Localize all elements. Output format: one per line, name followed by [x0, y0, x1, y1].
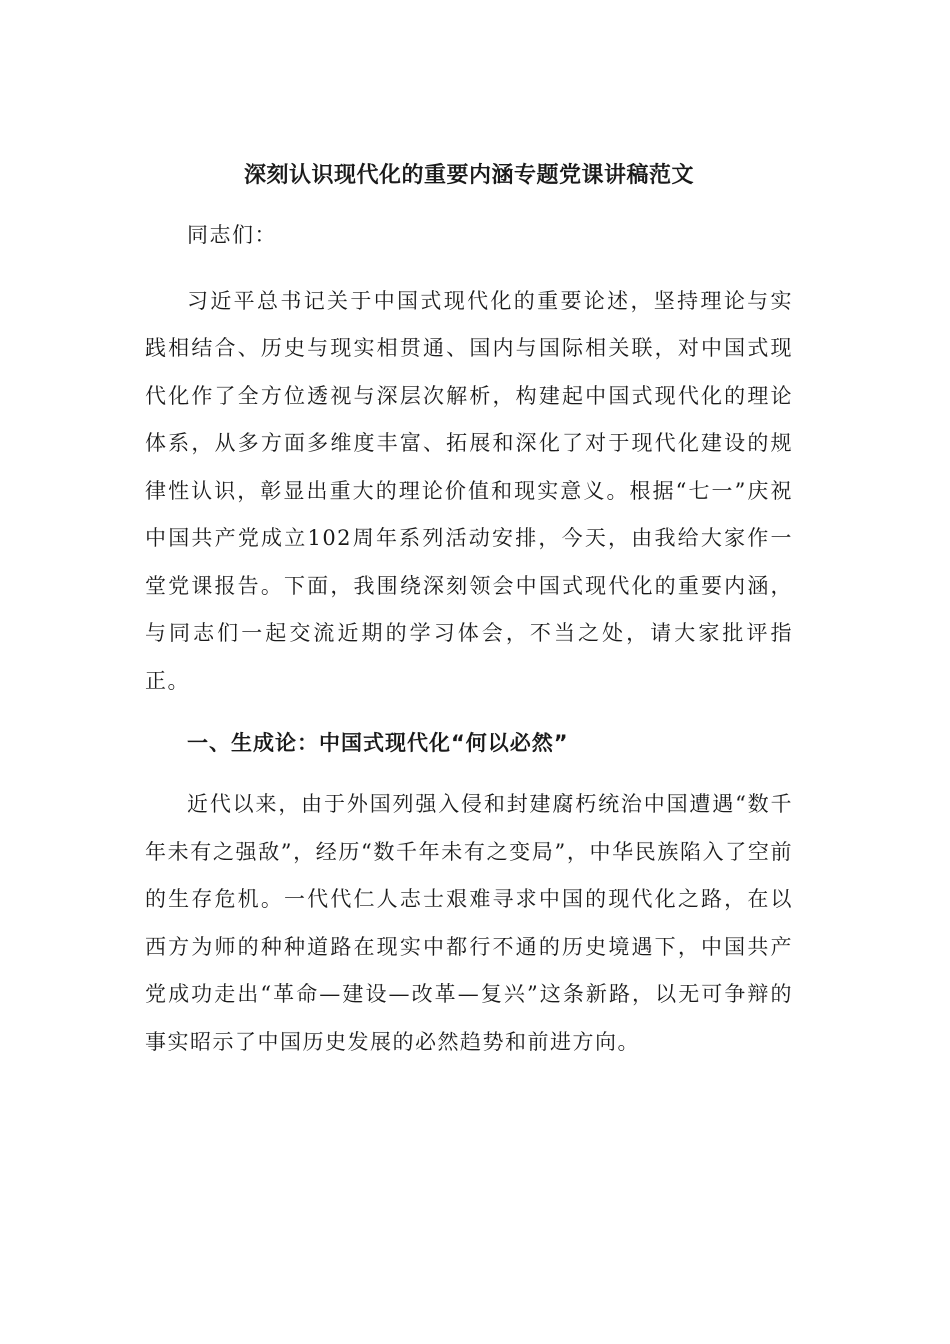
- intro-paragraph: 习近平总书记关于中国式现代化的重要论述，坚持理论与实践相结合、历史与现实相贯通、国内与国际相关联，对中国式现代化作了全方位透视与深层次解析，构建起中国式现代化的理论体系，从多方面多维度丰富、拓展和深化了对于现代化建设的规律性认识，彰显出重大的理论价值和现实意义。根据“七一”庆祝中国共产党成立102周年系列活动安排，今天，由我给大家作一堂党课报告。下面，我围绕深刻领会中国式现代化的重要内涵，与同志们一起交流近期的学习体会，不当之处，请大家批评指正。: [145, 288, 793, 693]
- document-body: [145, 150, 793, 1066]
- section-heading-1: 一、生成论：中国式现代化“何以必然”: [187, 731, 569, 755]
- document-title: 深刻认识现代化的重要内涵专题党课讲稿范文: [243, 163, 694, 188]
- section-1-paragraph: 近代以来，由于外国列强入侵和封建腐朽统治中国遭遇“数千年未有之强敌”，经历“数千年未有之变局”，中华民族陷入了空前的生存危机。一代代仁人志士艰难寻求中国的现代化之路，在以西方为师的种种道路在现实中都行不通的历史境遇下，中国共产党成功走出“革命—建设—改革—复兴”这条新路，以无可争辩的事实昭示了中国历史发展的必然趋势和前进方向。: [145, 792, 793, 1054]
- salutation: 同志们：: [187, 223, 277, 247]
